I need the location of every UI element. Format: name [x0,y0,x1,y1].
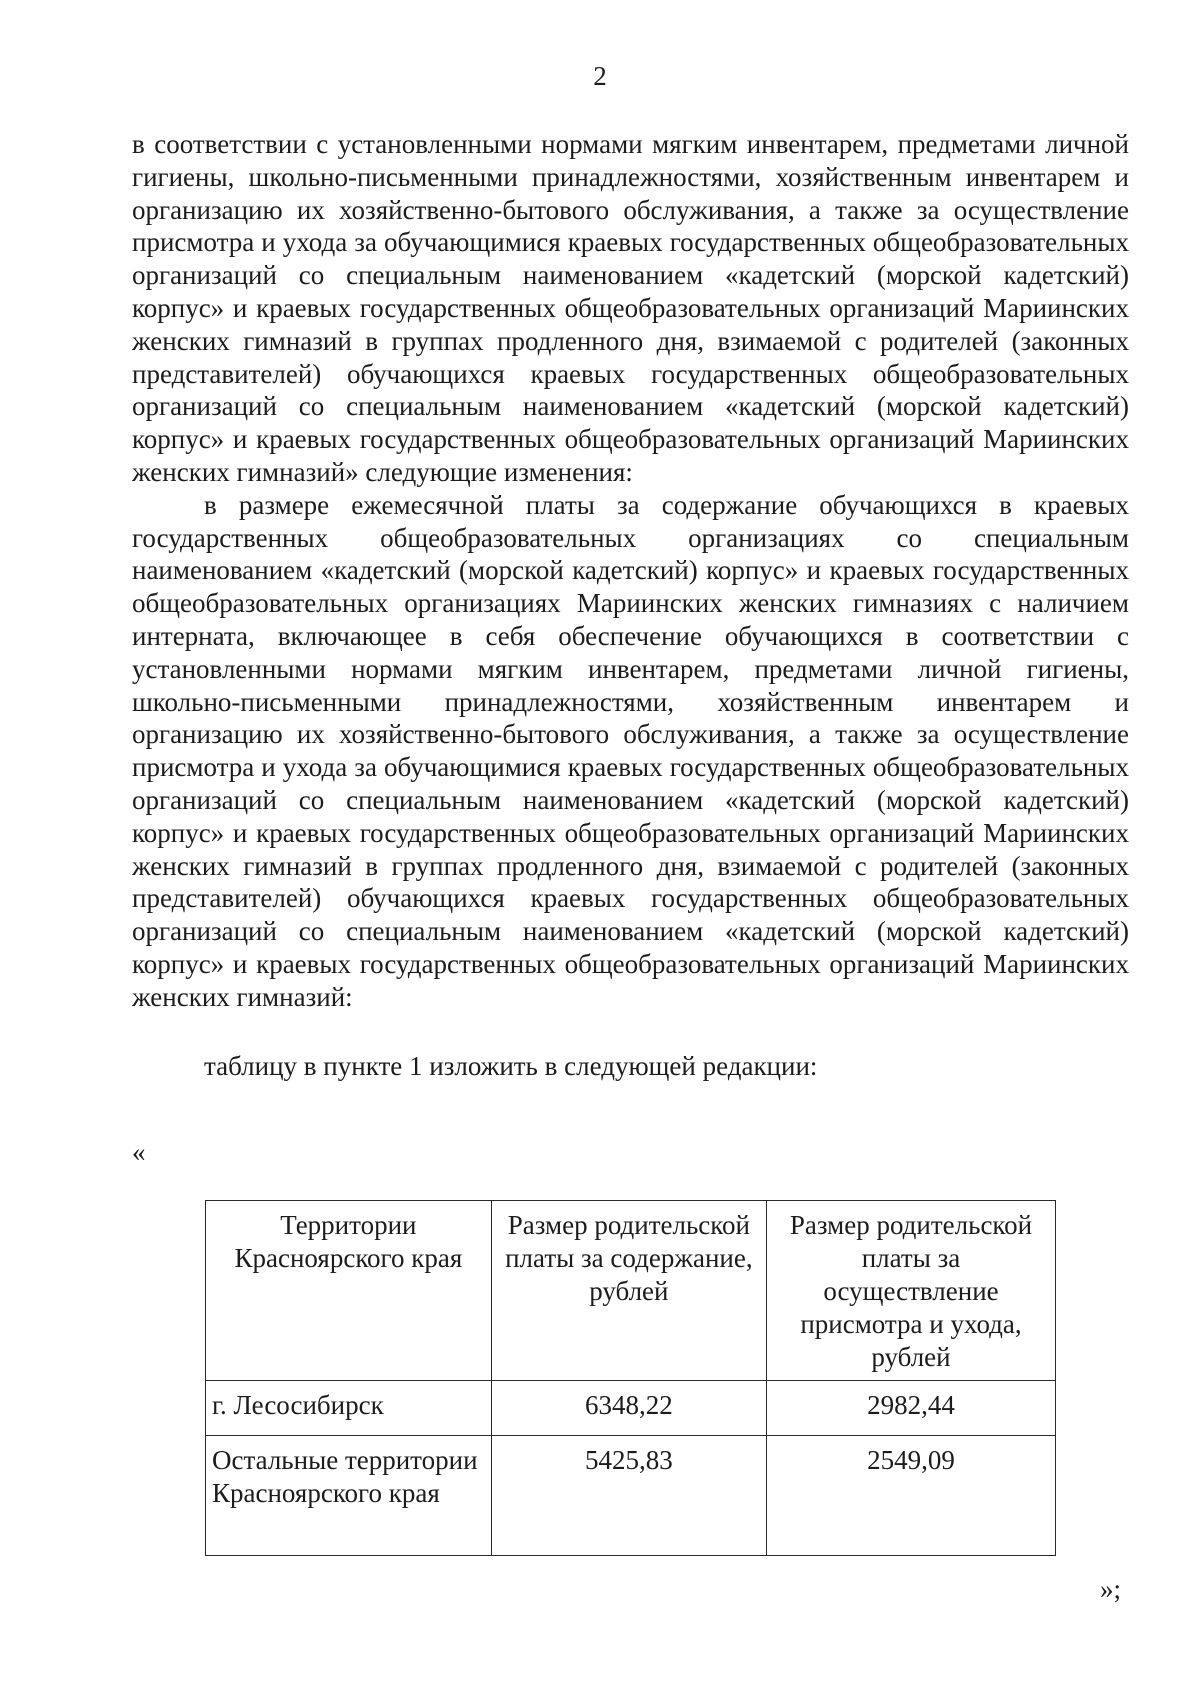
document-body [132,128,1129,1082]
paragraph-amendment: в размере ежемесячной платы за содержание обучающихся в краевых государственных общеобразовательных организациях со специальным наименованием «кадетский (морской кадетский) корпус» и краевых государственных общеобразовательных организациях Мариинских женских гимназиях с наличием интерната, включающее в себя обеспечение обучающихся в соответствии с установленными нормами мягким инвентарем, предметами личной гигиены, школьно-письменными принадлежностями, хозяйственным инвентарем и организацию их хозяйственно-бытового обслуживания, а также за осуществление присмотра и ухода за обучающимися краевых государственных общеобразовательных организаций со специальным наименованием «кадетский (морской кадетский) корпус» и краевых государственных общеобразовательных организаций Мариинских женских гимназий в группах продленного дня, взимаемой с родителей (законных представителей) обучающихся краевых государственных общеобразовательных организаций со специальным наименованием «кадетский (морской кадетский) корпус» и краевых государственных общеобразовательных организаций Мариинских женских гимназий: [132,489,1129,1012]
opening-quote-mark: « [132,1137,146,1167]
header-supervision-fee: Размер родительской платы за осуществление присмотра и ухода, рублей [766,1201,1055,1381]
table-row [206,1381,1056,1436]
closing-quote-mark: »; [1100,1574,1122,1604]
cell-territory: г. Лесосибирск [206,1381,492,1436]
parental-fee-table [205,1200,1056,1556]
paragraph-continuation: в соответствии с установленными нормами мягким инвентарем, предметами личной гигиены, школьно-письменными принадлежностями, хозяйственным инвентарем и организацию их хозяйственно-бытового обслуживания, а также за осуществление присмотра и ухода за обучающимися краевых государственных общеобразовательных организаций со специальным наименованием «кадетский (морской кадетский) корпус» и краевых государственных общеобразовательных организаций Мариинских женских гимназий в группах продленного дня, взимаемой с родителей (законных представителей) обучающихся краевых государственных общеобразовательных организаций со специальным наименованием «кадетский (морской кадетский) корпус» и краевых государственных общеобразовательных организаций Мариинских женских гимназий» следующие изменения: [132,129,1129,487]
table-header-row [206,1201,1056,1381]
cell-maintenance-fee: 6348,22 [491,1381,766,1436]
cell-maintenance-fee: 5425,83 [491,1436,766,1556]
page-number: 2 [593,61,607,91]
header-territories: Территории Красноярского края [206,1201,492,1381]
cell-territory: Остальные территории Красноярского края [206,1436,492,1556]
table-row [206,1436,1056,1556]
cell-supervision-fee: 2982,44 [766,1381,1055,1436]
header-maintenance-fee: Размер родительской платы за содержание, рублей [491,1201,766,1381]
paragraph-table-intro: таблицу в пункте 1 изложить в следующей редакции: [204,1050,818,1081]
cell-supervision-fee: 2549,09 [766,1436,1055,1556]
